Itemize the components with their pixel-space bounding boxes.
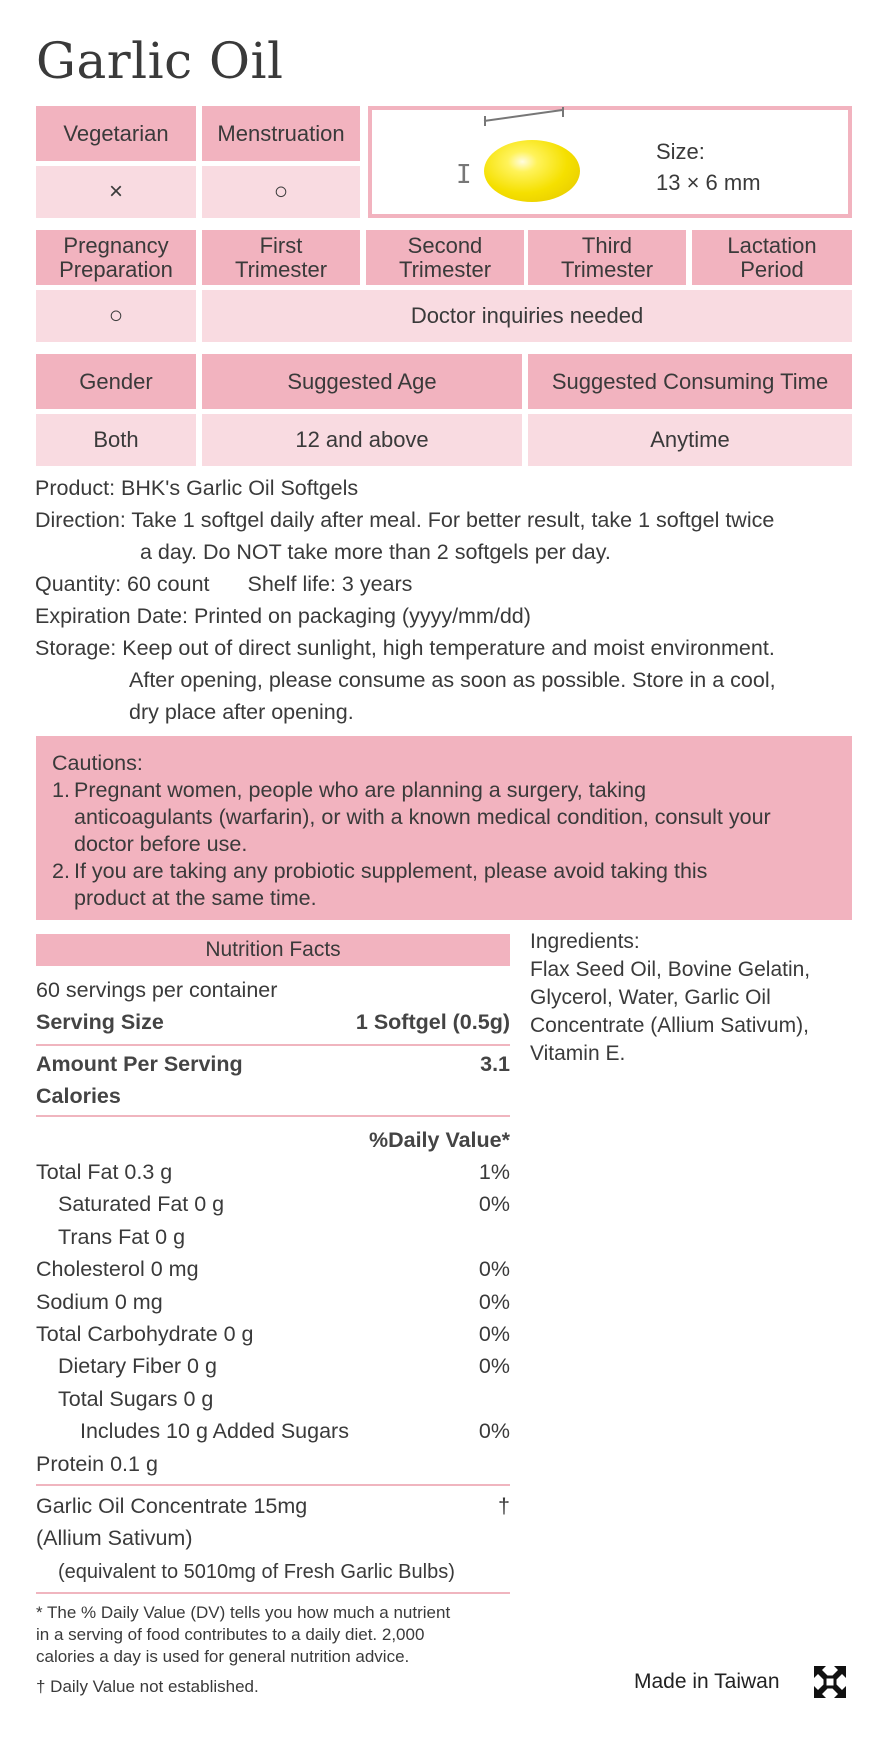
footnote-line: in a serving of food contributes to a daily diet. 2,000: [36, 1625, 425, 1644]
header-menstruation: Menstruation: [202, 106, 360, 161]
nutrition-facts-header: Nutrition Facts: [36, 934, 510, 966]
footnote-line: calories a day is used for general nutrition advice.: [36, 1647, 410, 1666]
dv-footnote: [36, 1602, 450, 1668]
dimension-line: [484, 109, 563, 122]
divider: [36, 1115, 510, 1117]
daily-value-header-row: [36, 1124, 510, 1156]
servings-row: [36, 974, 510, 1006]
serving-size-row: [36, 1006, 510, 1038]
value-vegetarian: ×: [36, 166, 196, 218]
nutrient-row: [36, 1415, 510, 1447]
garlic-row-3: [36, 1556, 510, 1588]
garlic-concentrate: Garlic Oil Concentrate 15mg: [36, 1494, 308, 1518]
nutrient-daily-value: 0%: [478, 1354, 510, 1379]
value-pregnancy-merged: Doctor inquiries needed: [202, 290, 852, 342]
nutrient-row: [36, 1286, 510, 1318]
garlic-row-2: [36, 1522, 510, 1554]
product-line: Product: BHK's Garlic Oil Softgels: [35, 476, 359, 500]
expiration-line: Expiration Date: Printed on packaging (yyyy/mm/dd): [35, 604, 531, 628]
nutrient-row: [36, 1253, 510, 1285]
nutrient-daily-value: 0%: [478, 1289, 510, 1314]
made-in-label: Made in Taiwan: [634, 1670, 780, 1693]
ingredients-title: Ingredients:: [530, 930, 640, 953]
shelf-life: Shelf life: 3 years: [247, 572, 413, 596]
header-vegetarian: Vegetarian: [36, 106, 196, 161]
header-line: Preparation: [59, 256, 173, 282]
ingredient-line: Vitamin E.: [530, 1042, 626, 1065]
size-info: [656, 136, 761, 198]
nutrient-row: [36, 1156, 510, 1188]
serving-size-value: 1 Softgel (0.5g): [355, 1010, 510, 1034]
amount-row: [36, 1048, 510, 1112]
nutrient-label: Protein 0.1 g: [36, 1451, 158, 1476]
caution-text: anticoagulants (warfarin), or with a known medical condition, consult your: [74, 805, 771, 829]
dimension-tick: [562, 107, 564, 117]
caution-text: product at the same time.: [74, 886, 317, 910]
header-second-trimester: [366, 230, 524, 285]
header-pregnancy-preparation: [36, 230, 196, 285]
daily-value-header: %Daily Value*: [368, 1128, 510, 1152]
header-line: Trimester: [560, 256, 654, 282]
caution-text: If you are taking any probiotic supplement, please avoid taking this: [74, 859, 708, 883]
header-line: Period: [740, 256, 804, 282]
ingredient-line: Flax Seed Oil, Bovine Gelatin,: [530, 958, 811, 981]
value-pregnancy-preparation: ○: [36, 290, 196, 342]
caution-text: Pregnant women, people who are planning a surgery, taking: [74, 778, 647, 802]
value-menstruation: ○: [202, 166, 360, 218]
caution-number: 2.: [52, 859, 70, 883]
header-third-trimester: [528, 230, 686, 285]
quantity: Quantity: 60 count: [35, 572, 210, 596]
calories-value: 3.1: [480, 1052, 510, 1076]
caution-item: [52, 858, 838, 912]
garlic-row: [36, 1490, 510, 1522]
amount-label: Amount Per Serving: [36, 1052, 243, 1076]
product-info: [35, 472, 776, 728]
footnote-line: * The % Daily Value (DV) tells you how much a nutrient: [36, 1603, 451, 1622]
header-line: Second: [407, 232, 483, 258]
header-line: Trimester: [234, 256, 328, 282]
nutrient-label: Total Sugars 0 g: [58, 1386, 214, 1411]
nutrient-label: Sodium 0 mg: [36, 1289, 163, 1314]
nutrient-row: [36, 1383, 510, 1415]
header-line: Third: [581, 232, 633, 258]
recycle-icon: [810, 1662, 850, 1702]
caution-text: doctor before use.: [74, 832, 248, 856]
header-consuming-time: Suggested Consuming Time: [528, 354, 852, 409]
size-label: Size:: [656, 139, 705, 164]
nutrient-row: [36, 1350, 510, 1382]
nutrient-label: Total Fat 0.3 g: [36, 1160, 173, 1184]
header-line: First: [259, 232, 303, 258]
direction-line: Direction: Take 1 softgel daily after meal. For better result, take 1 softgel twice: [35, 508, 775, 532]
nutrient-label: Dietary Fiber 0 g: [58, 1354, 217, 1379]
header-line: Lactation: [727, 232, 817, 258]
height-marker-icon: I: [456, 160, 472, 190]
calories-label: Calories: [36, 1084, 121, 1108]
serving-size-label: Serving Size: [36, 1010, 164, 1034]
cautions-title: Cautions:: [52, 751, 143, 775]
storage-line-cont: dry place after opening.: [129, 700, 354, 724]
softgel-size-box: [368, 106, 852, 218]
header-lactation-period: [692, 230, 852, 285]
divider: [36, 1484, 510, 1486]
servings-per-container: 60 servings per container: [36, 978, 278, 1002]
dagger-mark: †: [498, 1494, 510, 1518]
nutrient-daily-value: 0%: [478, 1322, 510, 1346]
value-suggested-age: 12 and above: [202, 414, 522, 466]
nutrient-daily-value: 0%: [478, 1419, 510, 1444]
nutrient-label: Total Carbohydrate 0 g: [36, 1322, 254, 1346]
quantity-shelf-line: [35, 568, 776, 600]
garlic-species: (Allium Sativum): [36, 1526, 193, 1550]
nutrient-row: [36, 1318, 510, 1350]
page-title: Garlic Oil: [36, 32, 284, 90]
storage-line-cont: After opening, please consume as soon as possible. Store in a cool,: [129, 668, 776, 692]
caution-item: [52, 777, 838, 858]
header-line: Trimester: [398, 256, 492, 282]
nutrient-daily-value: 0%: [478, 1192, 510, 1217]
dagger-footnote: † Daily Value not established.: [36, 1677, 259, 1696]
direction-line-cont: a day. Do NOT take more than 2 softgels per day.: [140, 540, 611, 564]
divider: [36, 1592, 510, 1594]
ingredient-line: Glycerol, Water, Garlic Oil: [530, 986, 771, 1009]
value-consuming-time: Anytime: [528, 414, 852, 466]
nutrient-label: Saturated Fat 0 g: [58, 1192, 225, 1217]
nutrient-row: [36, 1448, 510, 1480]
softgel-image: [484, 140, 580, 202]
header-suggested-age: Suggested Age: [202, 354, 522, 409]
nutrient-row: [36, 1188, 510, 1220]
cautions-box: [36, 736, 852, 920]
ingredient-line: Concentrate (Allium Sativum),: [530, 1014, 809, 1037]
nutrient-label: Cholesterol 0 mg: [36, 1257, 199, 1282]
ingredients-block: [530, 928, 850, 1068]
header-line: Pregnancy: [63, 232, 169, 258]
value-gender: Both: [36, 414, 196, 466]
divider: [36, 1044, 510, 1046]
nutrient-daily-value: 1%: [478, 1160, 510, 1184]
caution-number: 1.: [52, 778, 70, 802]
nutrient-label: Includes 10 g Added Sugars: [80, 1419, 349, 1444]
storage-line: Storage: Keep out of direct sunlight, high temperature and moist environment.: [35, 636, 775, 660]
garlic-equivalent: (equivalent to 5010mg of Fresh Garlic Bulbs): [58, 1561, 455, 1583]
size-value: 13 × 6 mm: [656, 170, 761, 195]
nutrient-daily-value: 0%: [478, 1257, 510, 1282]
nutrient-label: Trans Fat 0 g: [58, 1224, 186, 1249]
header-gender: Gender: [36, 354, 196, 409]
header-first-trimester: [202, 230, 360, 285]
nutrient-row: [36, 1221, 510, 1253]
